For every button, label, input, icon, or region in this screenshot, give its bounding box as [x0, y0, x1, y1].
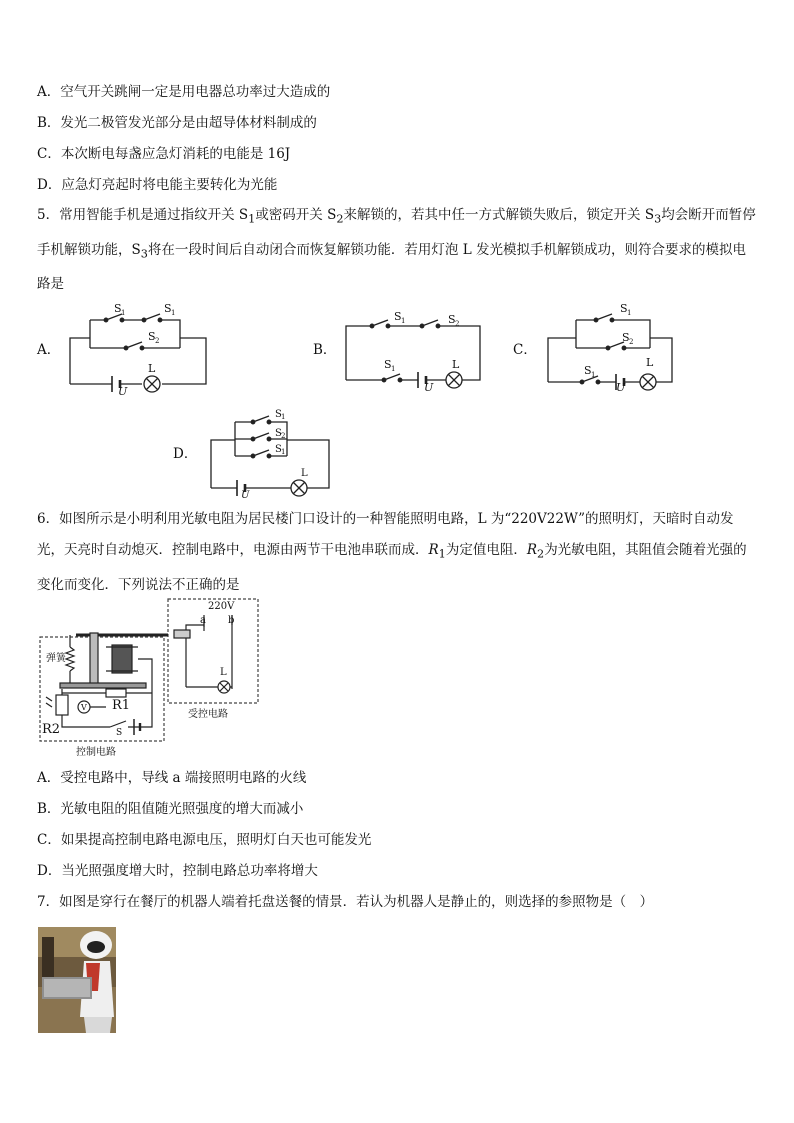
- circuit-a-lamp-label: L: [148, 362, 156, 375]
- q6-r1-label: R1: [112, 698, 131, 713]
- q6-figure: [36, 597, 266, 763]
- circuit-d-s2-label: S: [275, 428, 282, 439]
- circuit-b-s1-label: S: [394, 310, 402, 323]
- q6-controlled-circuit-label: 受控电路: [188, 709, 228, 720]
- q5-label-d: D．: [173, 446, 198, 462]
- q5-circuit-b: [340, 306, 486, 392]
- svg-text:2: 2: [629, 338, 634, 346]
- q4-option-b: B．发光二极管发光部分是由超导体材料制成的: [37, 115, 317, 131]
- q6-switch-label: S: [116, 728, 123, 738]
- svg-text:2: 2: [281, 432, 286, 440]
- circuit-c-s3-label: S: [584, 364, 592, 377]
- q4-option-d: D．应急灯亮起时将电能主要转化为光能: [37, 177, 278, 193]
- circuit-a-s-label: S: [164, 302, 172, 315]
- circuit-b-s2-label: S: [448, 313, 456, 326]
- circuit-d-s3-label: S: [275, 444, 282, 455]
- circuit-b-source-label: U: [424, 381, 434, 392]
- q6-option-a: A．受控电路中，导线 a 端接照明电路的火线: [37, 770, 307, 786]
- circuit-a-source-label: U: [118, 385, 128, 396]
- circuit-d-lamp-label: L: [301, 468, 308, 479]
- q6-voltage-label: 220V: [208, 601, 235, 612]
- q6-lamp-label: L: [220, 667, 227, 678]
- q5-stem: 5．常用智能手机是通过指纹开关 $S_1$或密码开关 $S_2$来解锁的，若其中任一方式解锁失败后，锁定开关 $S_3$均会断开而暂停手机解锁功能，$S_3$将在一段时间后自动闭合而恢复解锁功能．若用灯泡 L 发光模拟手机解锁成功，则符合要求的模拟电路是: [37, 207, 756, 293]
- circuit-c-s2-label: S: [622, 331, 630, 344]
- q6-spring-label: 弹簧: [46, 653, 66, 664]
- svg-text:1: 1: [171, 309, 176, 317]
- q5-label-a: A．: [37, 342, 61, 358]
- robot-waiter-photo: [38, 927, 116, 1033]
- q6-stem: 6．如图所示是小明利用光敏电阻为居民楼门口设计的一种智能照明电路，L 为“220V22W”的照明灯，天暗时自动发光，天亮时自动熄灭．控制电路中，电源由两节干电池串联而成．$R_1$为定值电阻．$R_2$为光敏电阻，其阻值会随着光强的变化而变化．下列说法不正确的是: [37, 511, 747, 593]
- svg-text:1: 1: [627, 309, 632, 317]
- q6-option-c: C．如果提高控制电路电源电压，照明灯白天也可能发光: [37, 832, 372, 848]
- svg-text:1: 1: [401, 317, 406, 325]
- circuit-b-lamp-label: L: [452, 358, 460, 371]
- q6-number: 6．: [37, 511, 60, 527]
- svg-text:1: 1: [591, 371, 596, 379]
- q6-voltmeter-label: V: [81, 703, 87, 712]
- svg-text:1: 1: [391, 365, 396, 373]
- q4-option-c: C．本次断电每盏应急灯消耗的电能是 16J: [37, 146, 291, 162]
- svg-text:2: 2: [455, 320, 460, 328]
- q5-number: 5．: [37, 207, 60, 223]
- circuit-a-s2-label: S: [148, 330, 156, 343]
- q5-circuit-d: [205, 406, 335, 498]
- q5-circuit-a: [62, 298, 212, 396]
- circuit-a-s1-label: S: [114, 302, 122, 315]
- q5-circuit-c: [542, 298, 682, 392]
- q6-option-d: D．当光照强度增大时，控制电路总功率将增大: [37, 863, 318, 879]
- q4-option-a: A．空气开关跳闸一定是用电器总功率过大造成的: [37, 84, 331, 100]
- circuit-b-s3-label: S: [384, 358, 392, 371]
- q6-option-b: B．光敏电阻的阻值随光照强度的增大而减小: [37, 801, 304, 817]
- q6-terminal-a: a: [200, 615, 206, 626]
- q5-label-c: C．: [513, 342, 537, 358]
- q6-terminal-b: b: [228, 615, 235, 626]
- q5-label-b: B．: [313, 342, 337, 358]
- svg-text:1: 1: [281, 448, 286, 456]
- svg-text:1: 1: [121, 309, 126, 317]
- circuit-c-source-label: U: [616, 381, 626, 392]
- q6-control-circuit-label: 控制电路: [76, 747, 116, 758]
- q6-r2-label: R2: [42, 722, 61, 737]
- q7-stem: 7．如图是穿行在餐厅的机器人端着托盘送餐的情景．若认为机器人是静止的，则选择的参照物是（ ）: [37, 894, 654, 910]
- circuit-d-s1-label: S: [275, 409, 282, 420]
- svg-text:1: 1: [281, 413, 286, 421]
- circuit-d-source-label: U: [241, 490, 250, 498]
- circuit-c-s1-label: S: [620, 302, 628, 315]
- svg-text:2: 2: [155, 337, 160, 345]
- circuit-c-lamp-label: L: [646, 356, 654, 369]
